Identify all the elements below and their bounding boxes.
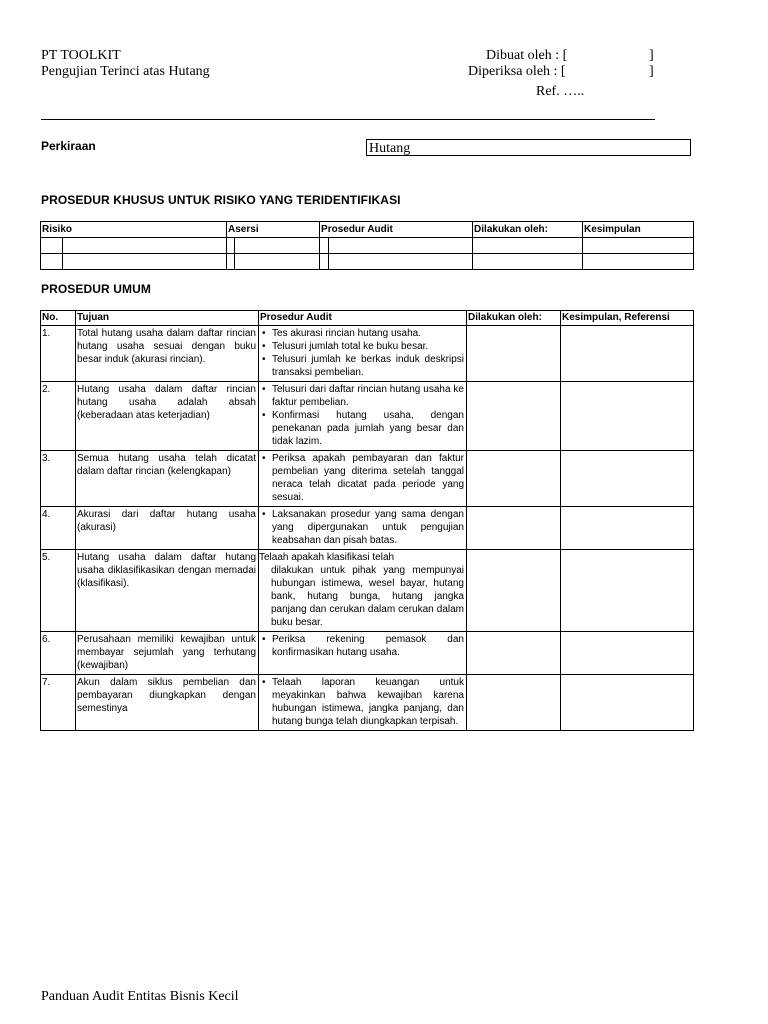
row-kesimpulan — [561, 632, 694, 675]
row-number: 2. — [41, 382, 76, 451]
risk-col-asersi: Asersi — [227, 222, 320, 238]
dibuat-oleh-row — [466, 48, 666, 64]
table-row — [41, 382, 694, 451]
row-kesimpulan — [561, 451, 694, 507]
document-header-left — [41, 48, 210, 80]
row-tujuan: Akurasi dari daftar hutang usaha (akurasi) — [76, 507, 259, 550]
table-row — [41, 451, 694, 507]
risk-table-row — [41, 238, 694, 254]
row-number: 5. — [41, 550, 76, 632]
col-dilakukan-oleh: Dilakukan oleh: — [467, 311, 561, 326]
row-prosedur — [259, 382, 467, 451]
row-number: 3. — [41, 451, 76, 507]
row-prosedur — [259, 675, 467, 731]
risk-table-header — [41, 222, 694, 238]
dibuat-oleh-label: Dibuat oleh : [ — [486, 48, 568, 63]
col-tujuan: Tujuan — [76, 311, 259, 326]
row-prosedur — [259, 550, 467, 632]
row-tujuan: Hutang usaha dalam daftar rincian hutang usaha adalah absah (keberadaan atas keterjadian) — [76, 382, 259, 451]
row-dilakukan — [467, 507, 561, 550]
row-number: 4. — [41, 507, 76, 550]
prosedur-bullet: • Periksa rekening pemasok dan konfirmasikan hutang usaha. — [260, 633, 464, 659]
col-prosedur-audit: Prosedur Audit — [259, 311, 467, 326]
row-dilakukan — [467, 675, 561, 731]
risk-col-prosedur: Prosedur Audit — [320, 222, 473, 238]
general-section-title: PROSEDUR UMUM — [41, 282, 151, 296]
row-tujuan: Akun dalam siklus pembelian dan pembayaran diungkapkan dengan semestinya — [76, 675, 259, 731]
row-prosedur — [259, 632, 467, 675]
diperiksa-oleh-label: Diperiksa oleh : [ — [468, 64, 566, 79]
row-kesimpulan — [561, 550, 694, 632]
row-prosedur — [259, 326, 467, 382]
risk-col-kesimpulan: Kesimpulan — [583, 222, 694, 238]
table-row — [41, 550, 694, 632]
row-number: 7. — [41, 675, 76, 731]
diperiksa-oleh-row — [466, 64, 666, 80]
row-dilakukan — [467, 451, 561, 507]
row-prosedur — [259, 507, 467, 550]
dibuat-oleh-close: ] — [649, 48, 654, 63]
row-number: 1. — [41, 326, 76, 382]
row-kesimpulan — [561, 507, 694, 550]
page-footer: Panduan Audit Entitas Bisnis Kecil — [41, 989, 239, 1004]
row-prosedur — [259, 451, 467, 507]
row-number: 6. — [41, 632, 76, 675]
table-row — [41, 507, 694, 550]
perkiraan-label: Perkiraan — [41, 139, 96, 153]
row-dilakukan — [467, 326, 561, 382]
row-kesimpulan — [561, 326, 694, 382]
col-no: No. — [41, 311, 76, 326]
prosedur-bullet: • Telusuri jumlah ke berkas induk deskripsi transaksi pembelian. — [260, 353, 464, 379]
prosedur-bullet: • Telusuri jumlah total ke buku besar. — [260, 340, 464, 353]
ref-label: Ref. ….. — [536, 84, 585, 99]
risk-table — [40, 221, 694, 270]
risk-col-dilakukan: Dilakukan oleh: — [473, 222, 583, 238]
table-row — [41, 632, 694, 675]
general-procedures-table — [40, 310, 694, 731]
prosedur-bullet: • Konfirmasi hutang usaha, dengan penekanan pada jumlah yang besar dan tidak lazim. — [260, 409, 464, 448]
prosedur-bullet: • Telusuri dari daftar rincian hutang usaha ke faktur pembelian. — [260, 383, 464, 409]
risk-table-row — [41, 254, 694, 270]
prosedur-bullet: • Tes akurasi rincian hutang usaha. — [260, 327, 464, 340]
prosedur-bullet: • Laksanakan prosedur yang sama dengan yang dipergunakan untuk pengujian keabsahan dan pisah batas. — [260, 508, 464, 547]
row-tujuan: Perusahaan memiliki kewajiban untuk membayar sejumlah yang terhutang (kewajiban) — [76, 632, 259, 675]
prosedur-bullet: • Periksa apakah pembayaran dan faktur pembelian yang diterima setelah tanggal neraca telah dicatat pada periode yang sesuai. — [260, 452, 464, 504]
col-kesimpulan-referensi: Kesimpulan, Referensi — [561, 311, 694, 326]
row-kesimpulan — [561, 675, 694, 731]
general-table-header — [41, 311, 694, 326]
row-tujuan: Semua hutang usaha telah dicatat dalam daftar rincian (kelengkapan) — [76, 451, 259, 507]
risk-section-title: PROSEDUR KHUSUS UNTUK RISIKO YANG TERIDENTIFIKASI — [41, 193, 401, 207]
row-dilakukan — [467, 382, 561, 451]
perkiraan-field: Hutang — [366, 139, 691, 156]
table-row — [41, 326, 694, 382]
row-tujuan: Hutang usaha dalam daftar hutang usaha diklasifikasikan dengan memadai (klasifikasi). — [76, 550, 259, 632]
document-header-right — [466, 48, 666, 80]
row-tujuan: Total hutang usaha dalam daftar rincian hutang usaha sesuai dengan buku besar induk (akurasi rincian). — [76, 326, 259, 382]
prosedur-bullet: • Telaah laporan keuangan untuk meyakinkan bahwa kewajiban karena hubungan istimewa, jangka panjang, dan hutang bunga telah diungkapkan terpisah. — [260, 676, 464, 728]
header-divider — [41, 119, 655, 120]
diperiksa-oleh-close: ] — [649, 64, 654, 79]
prosedur-text-first: Telaah apakah klasifikasi telah — [259, 552, 395, 563]
row-dilakukan — [467, 632, 561, 675]
row-dilakukan — [467, 550, 561, 632]
table-row — [41, 675, 694, 731]
company-name: PT TOOLKIT — [41, 48, 121, 63]
document-subtitle: Pengujian Terinci atas Hutang — [41, 64, 210, 79]
row-kesimpulan — [561, 382, 694, 451]
prosedur-text-rest: dilakukan untuk pihak yang mempunyai hubungan istimewa, wesel bayar, hutang bank, hutang bunga, hutang jangka panjang dan cerukan dalam cerukan dalam buku besar. — [271, 565, 464, 628]
risk-col-risiko: Risiko — [41, 222, 227, 238]
